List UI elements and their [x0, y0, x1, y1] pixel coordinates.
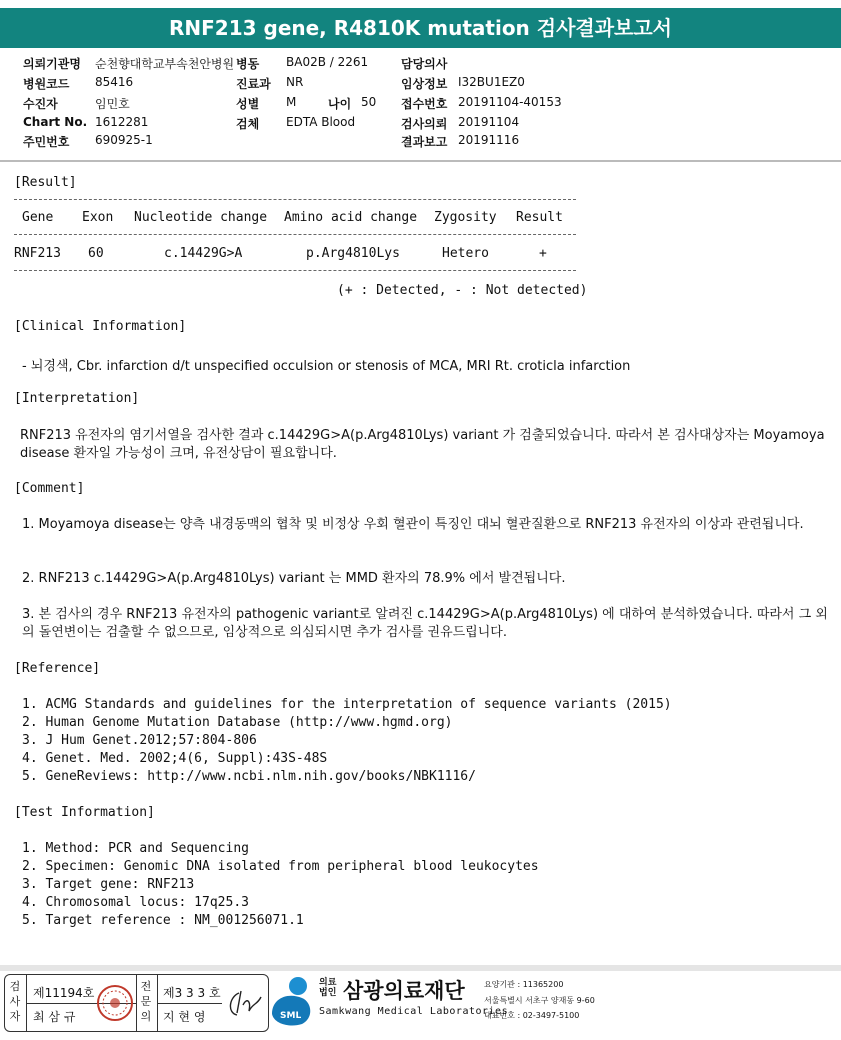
- age-label: 나이: [328, 97, 352, 111]
- result-table-header: [14, 210, 576, 228]
- cell-exon: 60: [88, 246, 104, 261]
- specimen-label: 검체: [236, 117, 260, 131]
- reference-item-5: 5. GeneReviews: http://www.ncbi.nlm.nih.gov/books/NBK1116/: [22, 769, 476, 784]
- requesting-institution-value: 순천향대학교부속천안병원: [95, 57, 235, 71]
- sml-logo-icon: [268, 974, 318, 1026]
- column-header-gene: Gene: [22, 210, 54, 225]
- logo-text: SML: [280, 1011, 302, 1021]
- report-title: RNF213 gene, R4810K mutation 검사결과보고서: [0, 8, 841, 48]
- column-header-nucleotide: Nucleotide change: [134, 210, 268, 225]
- specialist-license: 제3 3 3 호: [163, 986, 221, 1000]
- header-divider: [0, 160, 841, 162]
- department-value: NR: [286, 75, 304, 89]
- receipt-no-value: 20191104-40153: [458, 95, 562, 109]
- comment-item-3: 3. 본 검사의 경우 RNF213 유전자의 pathogenic variant로 알려진 c.14429G>A(p.Arg4810Lys) 에 대하여 분석하였습니다. 따라서 그 외의 돌연변이는 검출할 수 없으므로, 임상적으로 의심되시면 추가 검사를 권유드립니다.: [22, 607, 828, 640]
- specialist-label: 전 문 의: [140, 980, 152, 1023]
- cell-zygosity: Hetero: [442, 246, 489, 261]
- requesting-institution-label: 의뢰기관명: [23, 57, 81, 71]
- comment-heading: [Comment]: [14, 481, 85, 496]
- result-heading: [Result]: [14, 175, 77, 190]
- clinical-info-value: I32BU1EZ0: [458, 75, 525, 89]
- cell-result: +: [539, 246, 547, 261]
- lab-name: 삼광의료재단: [343, 979, 465, 1003]
- cell-amino-acid: p.Arg4810Lys: [306, 246, 400, 261]
- reference-item-4: 4. Genet. Med. 2002;4(6, Suppl):43S-48S: [22, 751, 328, 766]
- reference-item-3: 3. J Hum Genet.2012;57:804-806: [22, 733, 257, 748]
- request-date-value: 20191104: [458, 115, 520, 129]
- reference-item-2: 2. Human Genome Mutation Database (http://www.hgmd.org): [22, 715, 453, 730]
- lab-english-name: Samkwang Medical Laboratories: [319, 1006, 509, 1017]
- request-date-label: 검사의뢰: [401, 117, 448, 131]
- test-info-heading: [Test Information]: [14, 805, 155, 820]
- column-header-exon: Exon: [82, 210, 114, 225]
- footer-divider: [0, 965, 841, 971]
- table-rule-top: [14, 199, 576, 200]
- test-info-item-2: 2. Specimen: Genomic DNA isolated from peripheral blood leukocytes: [22, 859, 539, 874]
- resident-no-value: 690925-1: [95, 133, 153, 147]
- clinical-heading: [Clinical Information]: [14, 319, 187, 334]
- cell-gene: RNF213: [14, 246, 61, 261]
- report-date-value: 20191116: [458, 133, 520, 147]
- examiner-seal-icon: [96, 983, 134, 1023]
- comment-item-2: 2. RNF213 c.14429G>A(p.Arg4810Lys) variant 는 MMD 환자의 78.9% 에서 발견됩니다.: [22, 571, 566, 586]
- clinical-text: - 뇌경색, Cbr. infarction d/t unspecified occulsion or stenosis of MCA, MRI Rt. croticla infarction: [22, 359, 631, 374]
- column-header-result: Result: [516, 210, 563, 225]
- sex-label: 성별: [236, 97, 260, 111]
- comment-item-1: 1. Moyamoya disease는 양측 내경동맥의 협착 및 비정상 우회 혈관이 특징인 대뇌 혈관질환으로 RNF213 유전자의 이상과 관련됩니다.: [22, 517, 804, 532]
- clinical-info-label: 임상정보: [401, 77, 448, 91]
- column-header-amino-acid: Amino acid change: [284, 210, 418, 225]
- hospital-code-label: 병원코드: [23, 77, 70, 91]
- lab-phone: 대표번호 : 02-3497-5100: [484, 1011, 580, 1020]
- receipt-no-label: 접수번호: [401, 97, 448, 111]
- chart-no-value: 1612281: [95, 115, 149, 129]
- signature-box: [4, 974, 269, 1032]
- cell-nucleotide: c.14429G>A: [164, 246, 243, 261]
- test-info-item-1: 1. Method: PCR and Sequencing: [22, 841, 249, 856]
- interpretation-heading: [Interpretation]: [14, 391, 140, 406]
- specialist-signature-icon: [223, 983, 265, 1023]
- reference-item-1: 1. ACMG Standards and guidelines for the interpretation of sequence variants (2015): [22, 697, 672, 712]
- table-rule-mid: [14, 234, 576, 235]
- lab-legal-label: 의료 법인: [319, 978, 337, 998]
- examiner-license: 제11194호: [33, 986, 95, 1000]
- department-label: 진료과: [236, 77, 271, 91]
- lab-code: 요양기관 : 11365200: [484, 980, 564, 989]
- report-date-label: 결과보고: [401, 135, 448, 149]
- resident-no-label: 주민번호: [23, 135, 70, 149]
- test-info-item-4: 4. Chromosomal locus: 17q25.3: [22, 895, 249, 910]
- column-header-zygosity: Zygosity: [434, 210, 497, 225]
- attending-label: 담당의사: [401, 57, 448, 71]
- lab-address: 서울특별시 서초구 양재동 9-60: [484, 996, 595, 1005]
- examiner-name: 최 삼 규: [33, 1010, 76, 1024]
- test-info-item-3: 3. Target gene: RNF213: [22, 877, 195, 892]
- specialist-name: 지 현 영: [163, 1010, 206, 1024]
- examiner-label: 검 사 자: [9, 980, 21, 1023]
- result-legend: (+ : Detected, - : Not detected): [337, 283, 588, 298]
- ward-value: BA02B / 2261: [286, 55, 369, 69]
- ward-label: 병동: [236, 57, 260, 71]
- hospital-code-value: 85416: [95, 75, 134, 89]
- interpretation-text: RNF213 유전자의 염기서열을 검사한 결과 c.14429G>A(p.Arg4810Lys) variant 가 검출되었습니다. 따라서 본 검사대상자는 Moyamoya disease 환자일 가능성이 크며, 유전상담이 필요합니다.: [20, 428, 825, 461]
- test-info-item-5: 5. Target reference : NM_001256071.1: [22, 913, 304, 928]
- specimen-value: EDTA Blood: [286, 115, 356, 129]
- table-row: [14, 246, 576, 264]
- age-value: 50: [361, 95, 377, 109]
- reference-heading: [Reference]: [14, 661, 101, 676]
- table-rule-bottom: [14, 270, 576, 271]
- examinee-label: 수진자: [23, 97, 58, 111]
- examinee-value: 임민호: [95, 97, 130, 111]
- chart-no-label: Chart No.: [23, 115, 88, 129]
- sex-value: M: [286, 95, 297, 109]
